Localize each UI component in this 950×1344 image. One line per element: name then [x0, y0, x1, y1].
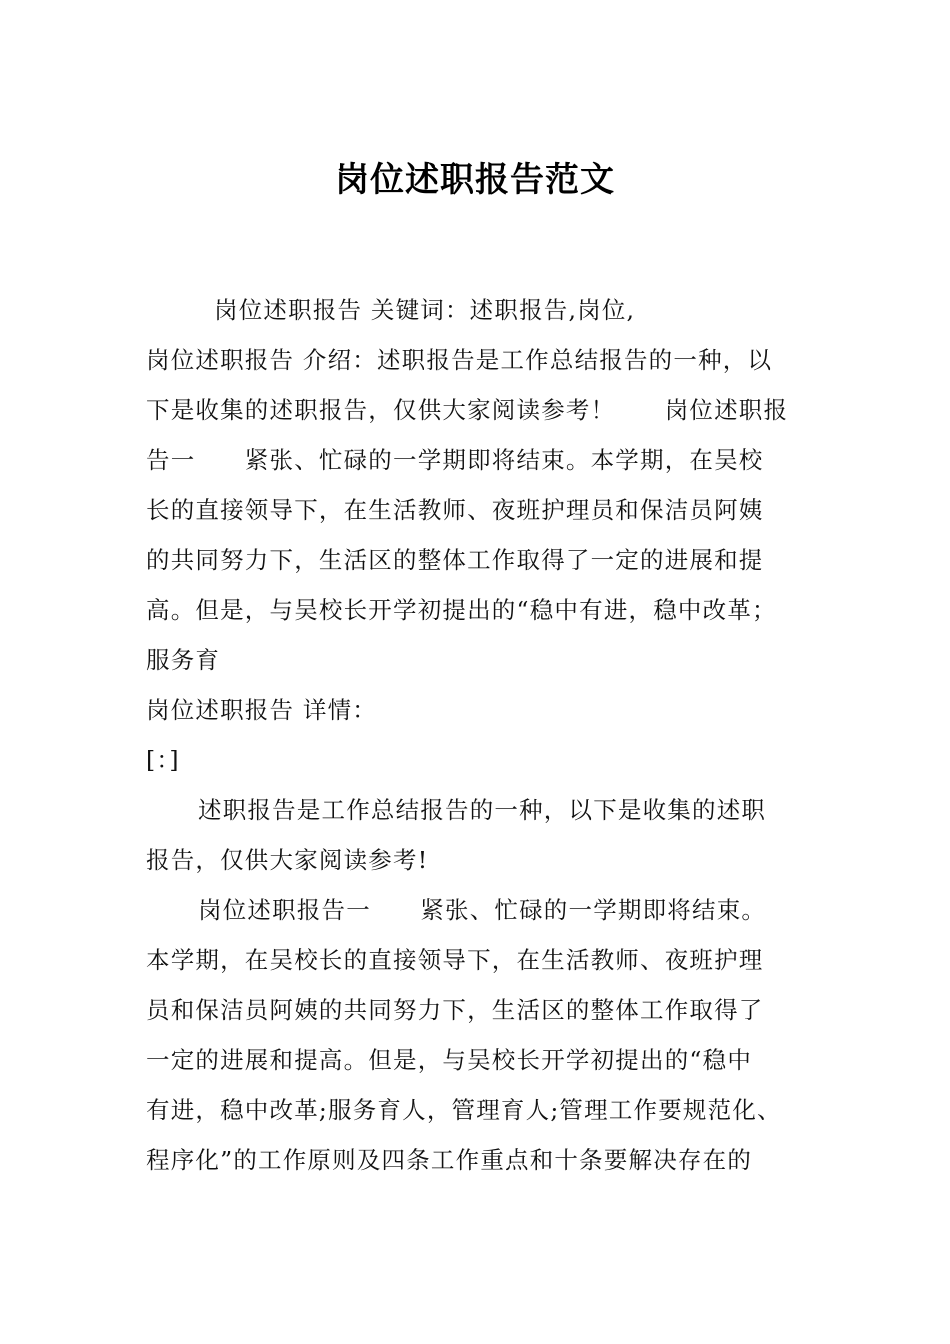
body-paragraph-line: 报告，仅供大家阅读参考! [146, 846, 429, 874]
intro-line: 下是收集的述职报告，仅供大家阅读参考！ 岗位述职报 [146, 396, 789, 424]
intro-line: 的共同努力下，生活区的整体工作取得了一定的进展和提 [146, 546, 764, 574]
body-paragraph-line: 本学期，在吴校长的直接领导下，在生活教师、夜班护理 [146, 946, 764, 974]
keywords-line: 岗位述职报告 关键词：述职报告,岗位, [214, 296, 636, 324]
intro-line: 高。但是，与吴校长开学初提出的“稳中有进，稳中改革； [146, 596, 777, 624]
details-heading: 岗位述职报告 详情： [146, 696, 377, 724]
body-paragraph-line: 一定的进展和提高。但是，与吴校长开学初提出的“稳中 [146, 1046, 753, 1074]
bracket-line: [：] [146, 746, 180, 774]
body-paragraph-line: 岗位述职报告一 紧张、忙碌的一学期即将结束。 [198, 896, 767, 924]
intro-line: 长的直接领导下，在生活教师、夜班护理员和保洁员阿姨 [146, 496, 764, 524]
intro-line: 告一 紧张、忙碌的一学期即将结束。本学期，在吴校 [146, 446, 764, 474]
body-paragraph-line: 程序化”的工作原则及四条工作重点和十条要解决存在的 [146, 1146, 753, 1174]
body-paragraph-line: 有进，稳中改革;服务育人，管理育人;管理工作要规范化、 [146, 1096, 782, 1124]
intro-line: 服务育 [146, 646, 221, 674]
body-paragraph-line: 员和保洁员阿姨的共同努力下，生活区的整体工作取得了 [146, 996, 764, 1024]
body-paragraph-line: 述职报告是工作总结报告的一种，以下是收集的述职 [198, 796, 767, 824]
document-title: 岗位述职报告范文 [335, 160, 615, 200]
intro-line: 岗位述职报告 介绍：述职报告是工作总结报告的一种，以 [146, 346, 773, 374]
